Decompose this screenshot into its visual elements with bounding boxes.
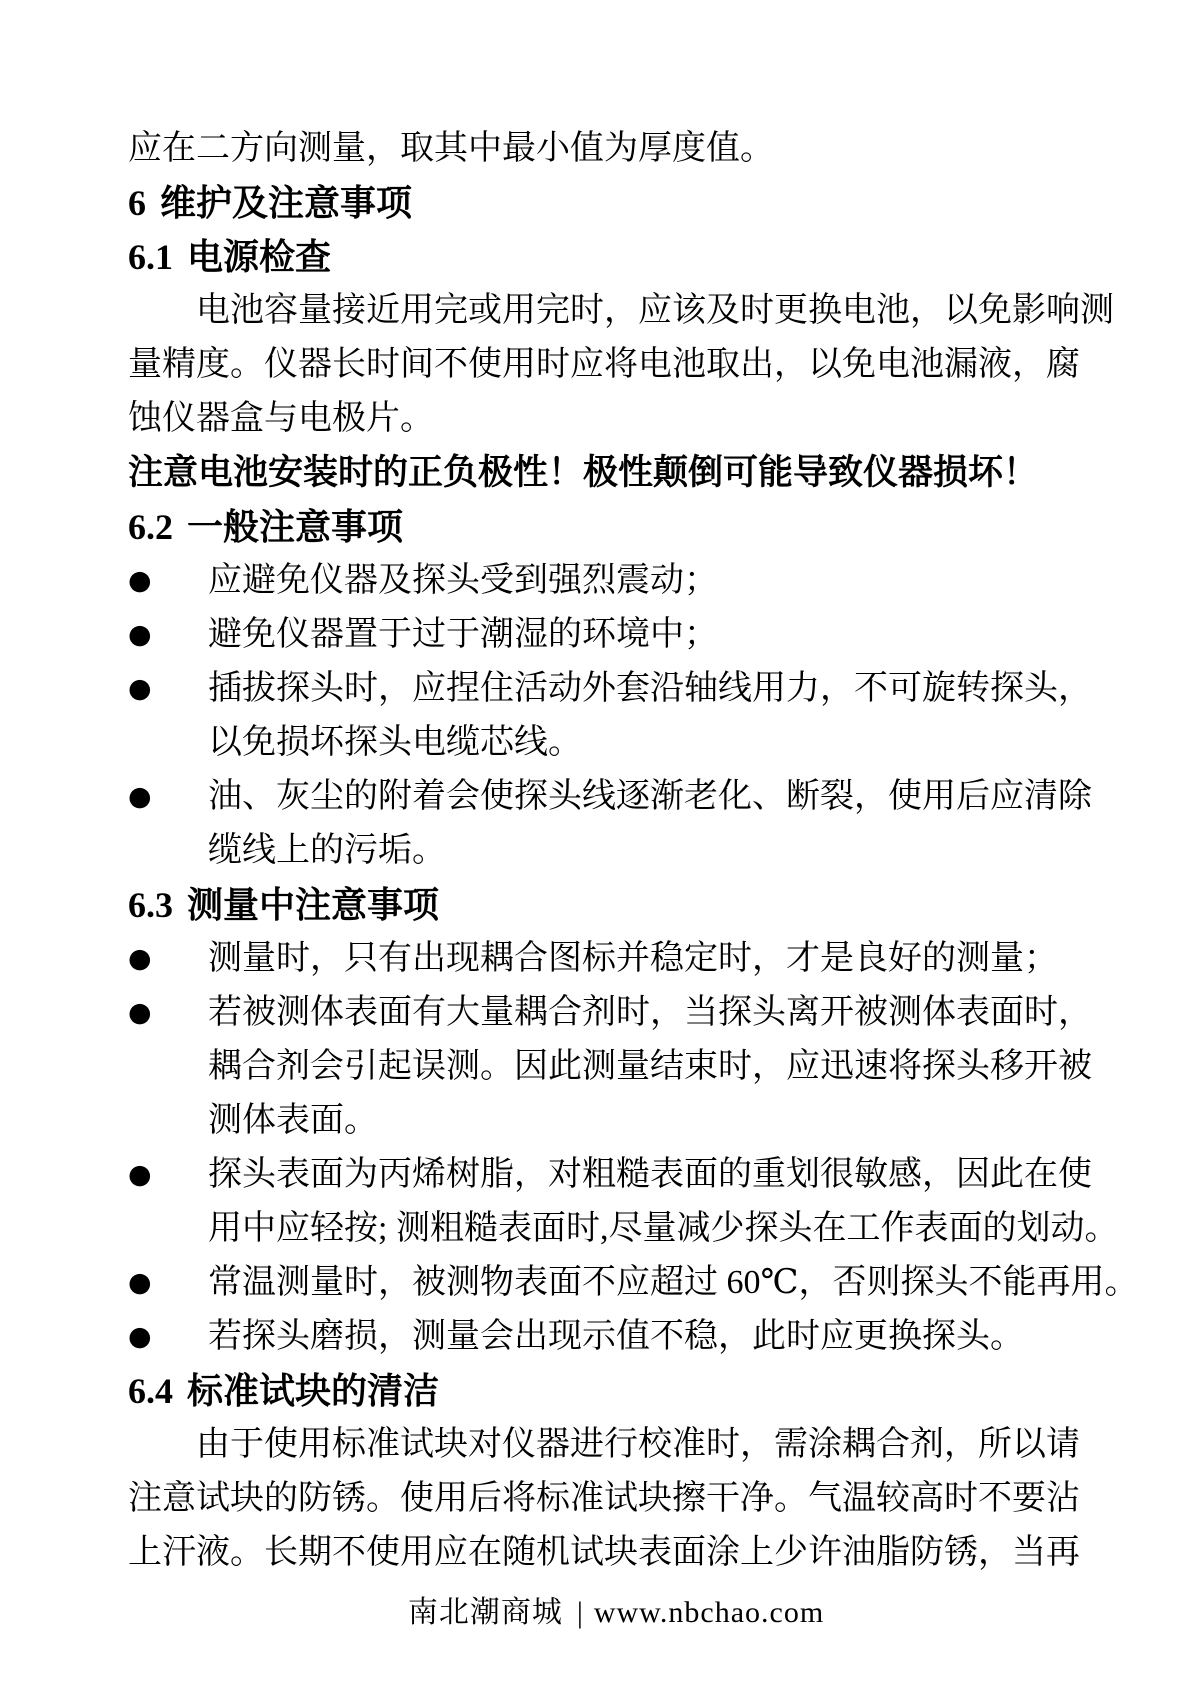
section-number: 6.4 (128, 1371, 173, 1411)
text-line: 以免损坏探头电缆芯线。 (208, 724, 582, 761)
bullet-item (128, 1310, 1104, 1364)
bullet-item (128, 932, 1104, 986)
text-line: 耦合剂会引起误测。因此测量结束时，应迅速将探头移开被 (208, 1048, 1092, 1085)
text-line: 避免仪器置于过于潮湿的环境中； (208, 616, 718, 653)
bullet-icon: ● (128, 1321, 152, 1352)
section-heading-6 (128, 176, 1104, 230)
text-line: 若被测体表面有大量耦合剂时，当探头离开被测体表面时， (208, 994, 1092, 1031)
bullet-text (208, 1256, 1139, 1310)
paragraph-power-check (128, 284, 1114, 446)
section-number: 6 (128, 183, 146, 223)
section-title: 标准试块的清洁 (187, 1371, 440, 1411)
bullet-item (128, 1256, 1139, 1310)
section-title: 电源检查 (187, 237, 332, 277)
section-heading-6-3 (128, 878, 1104, 932)
bullet-icon: ● (128, 943, 152, 974)
text-line: 若探头磨损，测量会出现示值不稳，此时应更换探头。 (208, 1318, 1024, 1355)
page-footer (128, 1590, 1104, 1636)
text-line: 探头表面为丙烯树脂，对粗糙表面的重划很敏感，因此在使 (208, 1156, 1092, 1193)
section-title: 维护及注意事项 (160, 183, 413, 223)
bullet-list-general-notes (128, 554, 1104, 878)
bullet-text (208, 770, 1104, 878)
bullet-text (208, 932, 1104, 986)
bullet-text (208, 1310, 1104, 1364)
bullet-item (128, 662, 1104, 770)
bullet-icon: ● (128, 781, 152, 812)
lead-paragraph: 应在二方向测量，取其中最小值为厚度值。 (128, 130, 774, 167)
paragraph-block-cleaning (128, 1418, 1104, 1580)
warning-battery-polarity: 注意电池安装时的正负极性！极性颠倒可能导致仪器损坏！ (128, 453, 1039, 492)
text-line: 缆线上的污垢。 (208, 832, 446, 869)
bullet-text (208, 554, 1104, 608)
text-line: 常温测量时，被测物表面不应超过 60℃，否则探头不能再用。 (208, 1264, 1139, 1301)
bullet-icon: ● (128, 1267, 152, 1298)
text-line: 用中应轻按; 测粗糙表面时,尽量减少探头在工作表面的划动。 (208, 1210, 1119, 1247)
footer-divider: | (576, 1596, 584, 1629)
text-line: 上汗液。长期不使用应在随机试块表面涂上少许油脂防锈，当再 (128, 1534, 1080, 1571)
text-line: 注意试块的防锈。使用后将标准试块擦干净。气温较高时不要沾 (128, 1480, 1080, 1517)
text-line: 油、灰尘的附着会使探头线逐渐老化、断裂，使用后应清除 (208, 778, 1092, 815)
bullet-item (128, 608, 1104, 662)
bullet-item (128, 986, 1104, 1148)
section-title: 一般注意事项 (187, 507, 404, 547)
text-line: 应避免仪器及探头受到强烈震动； (208, 562, 718, 599)
bullet-list-measuring-notes (128, 932, 1139, 1364)
text-line: 测量时，只有出现耦合图标并稳定时，才是良好的测量； (208, 940, 1058, 977)
bullet-icon: ● (128, 565, 152, 596)
text-line: 电池容量接近用完或用完时，应该及时更换电池，以免影响测 (196, 292, 1114, 329)
text-line: 蚀仪器盒与电极片。 (128, 400, 434, 437)
bullet-text (208, 662, 1104, 770)
bullet-text (208, 608, 1104, 662)
bullet-icon: ● (128, 673, 152, 704)
section-heading-6-1 (128, 230, 1104, 284)
bullet-text (208, 1148, 1119, 1256)
section-number: 6.2 (128, 507, 173, 547)
section-heading-6-2 (128, 500, 1104, 554)
bullet-item (128, 554, 1104, 608)
bullet-icon: ● (128, 619, 152, 650)
section-number: 6.1 (128, 237, 173, 277)
section-title: 测量中注意事项 (187, 885, 440, 925)
text-line: 测体表面。 (208, 1102, 378, 1139)
bullet-icon: ● (128, 1159, 152, 1190)
footer-url: www.nbchao.com (593, 1596, 825, 1629)
bullet-icon: ● (128, 997, 152, 1028)
footer-brand: 南北潮商城 (407, 1596, 563, 1629)
section-number: 6.3 (128, 885, 173, 925)
text-line: 量精度。仪器长时间不使用时应将电池取出，以免电池漏液，腐 (128, 346, 1080, 383)
section-heading-6-4 (128, 1364, 1104, 1418)
bullet-item (128, 770, 1104, 878)
bullet-text (208, 986, 1104, 1148)
bullet-item (128, 1148, 1119, 1256)
text-line: 插拔探头时，应捏住活动外套沿轴线用力，不可旋转探头， (208, 670, 1092, 707)
text-line: 由于使用标准试块对仪器进行校准时，需涂耦合剂，所以请 (196, 1426, 1080, 1463)
